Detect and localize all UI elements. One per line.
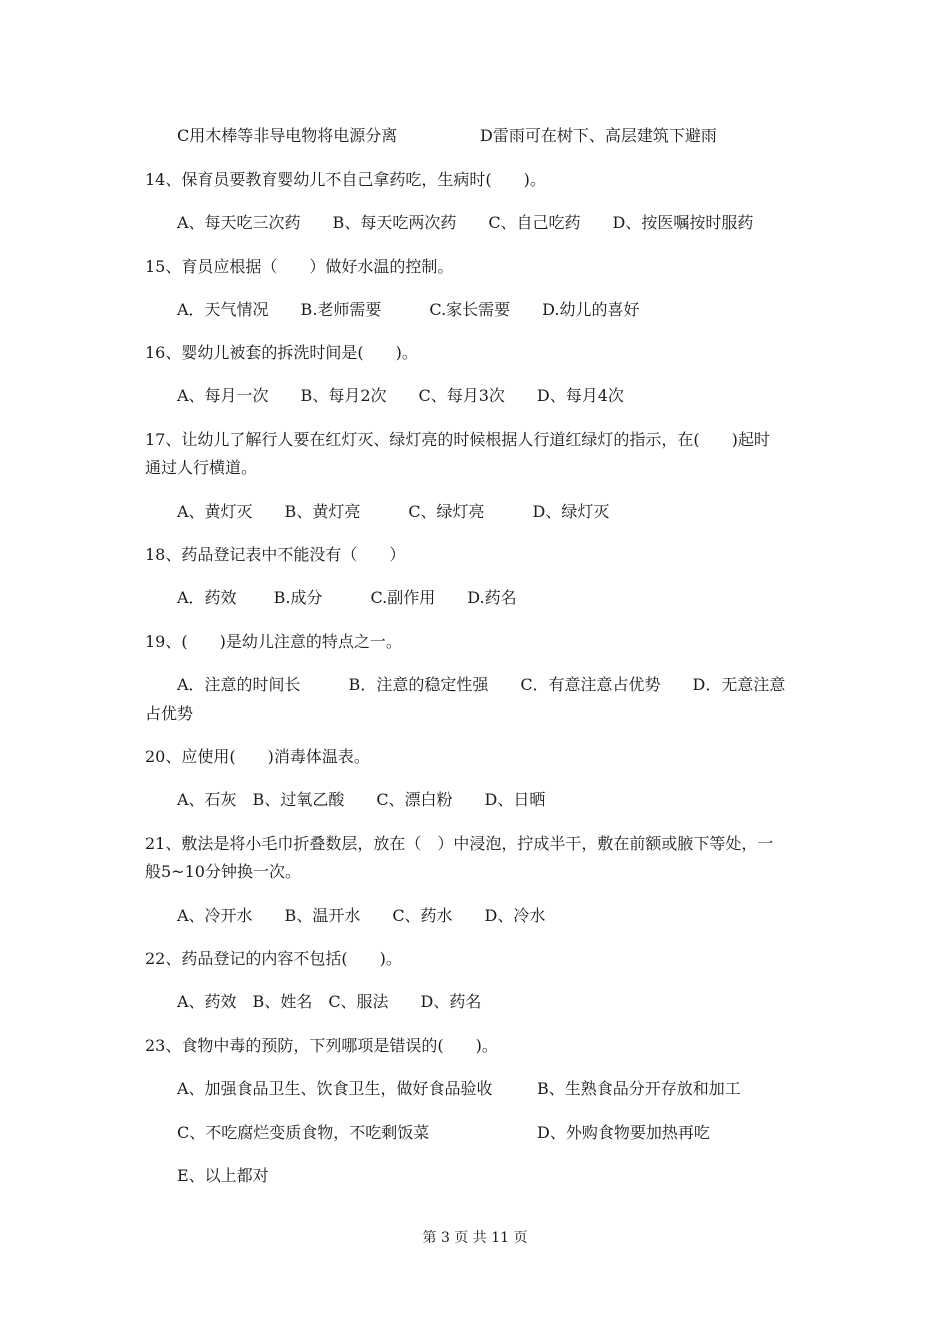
option-23-c: C、不吃腐烂变质食物，不吃剩饭菜: [177, 1123, 430, 1142]
page-number-footer: 第 3 页 共 11 页: [422, 1230, 528, 1246]
option-23-e: E、以上都对: [177, 1166, 269, 1185]
options-17: A、黄灯灭 B、黄灯亮 C、绿灯亮 D、绿灯灭: [177, 502, 610, 521]
options-14: A、每天吃三次药 B、每天吃两次药 C、自己吃药 D、按医嘱按时服药: [177, 213, 754, 232]
options-20: A、石灰 B、过氧乙酸 C、漂白粉 D、日晒: [177, 790, 546, 809]
options-19: A．注意的时间长 B．注意的稳定性强 C．有意注意占优势 D．无意注意: [177, 675, 786, 694]
question-17: 17、让幼儿了解行人要在红灯灭、绿灯亮的时候根据人行道红绿灯的指示，在( )起时: [145, 430, 770, 449]
question-19: 19、( )是幼儿注意的特点之一。: [145, 632, 402, 651]
question-17-continued: 通过人行横道。: [145, 458, 258, 477]
option-23-d: D、外购食物要加热再吃: [537, 1123, 710, 1142]
question-16: 16、婴幼儿被套的拆洗时间是( )。: [145, 343, 418, 362]
question-14: 14、保育员要教育婴幼儿不自己拿药吃，生病时( )。: [145, 170, 546, 189]
options-22: A、药效 B、姓名 C、服法 D、药名: [177, 992, 482, 1011]
option-23-b: B、生熟食品分开存放和加工: [537, 1079, 741, 1098]
question-21-continued: 般5~10分钟换一次。: [145, 862, 301, 881]
option-c-line: C用木棒等非导电物将电源分离: [177, 126, 398, 145]
options-19-continued: 占优势: [145, 704, 194, 723]
option-23-a: A、加强食品卫生、饮食卫生，做好食品验收: [177, 1079, 493, 1098]
question-15: 15、育员应根据（ ）做好水温的控制。: [145, 257, 454, 276]
question-18: 18、药品登记表中不能没有（ ）: [145, 545, 406, 564]
options-18: A．药效 B.成分 C.副作用 D.药名: [177, 588, 517, 607]
question-21: 21、敷法是将小毛巾折叠数层，放在（ ）中浸泡，拧成半干，敷在前额或腋下等处，一: [145, 834, 774, 853]
options-15: A．天气情况 B.老师需要 C.家长需要 D.幼儿的喜好: [177, 300, 640, 319]
option-d-line: D雷雨可在树下、高层建筑下避雨: [480, 126, 717, 145]
question-20: 20、应使用( )消毒体温表。: [145, 747, 370, 766]
question-23: 23、食物中毒的预防，下列哪项是错误的( )。: [145, 1036, 498, 1055]
options-21: A、冷开水 B、温开水 C、药水 D、冷水: [177, 906, 546, 925]
options-16: A、每月一次 B、每月2次 C、每月3次 D、每月4次: [177, 386, 624, 405]
question-22: 22、药品登记的内容不包括( )。: [145, 949, 402, 968]
